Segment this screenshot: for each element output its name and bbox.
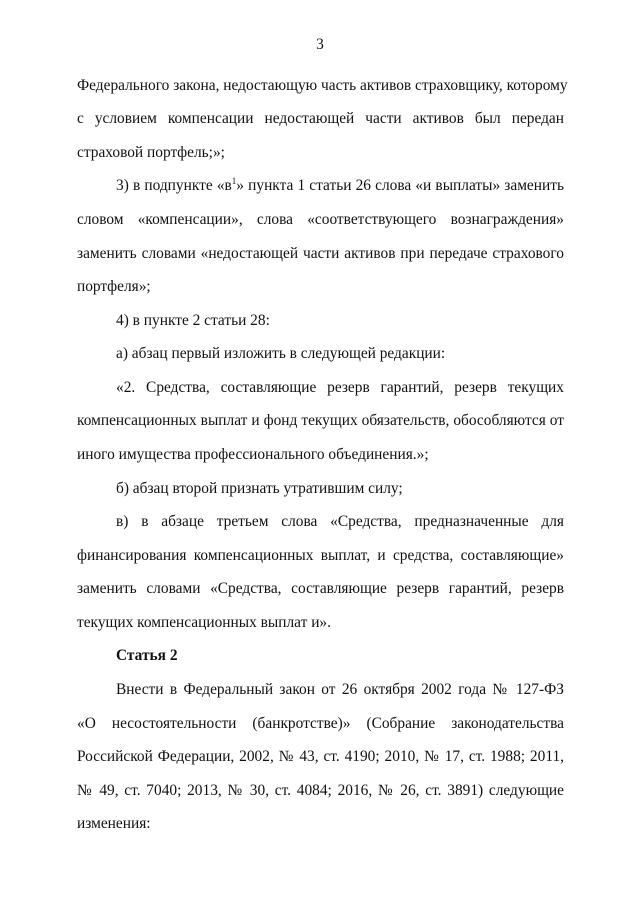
paragraph-line: № 49, ст. 7040; 2013, № 30, ст. 4084; 2016, № 26, ст. 3891) следующие — [77, 782, 564, 799]
paragraph-line: компенсационных выплат и фонд текущих обязательств, обособляются от — [77, 412, 564, 429]
paragraph-line-amendment-3 — [116, 176, 564, 196]
paragraph-line: Внести в Федеральный закон от 26 октября 2002 года № 127-ФЗ — [116, 681, 564, 698]
paragraph-line: финансирования компенсационных выплат, и средства, составляющие» — [77, 547, 564, 564]
paragraph-line: заменить словами «недостающей части активов при передаче страхового — [77, 245, 564, 262]
paragraph-line: Федерального закона, недостающую часть активов страховщику, которому — [77, 77, 568, 94]
paragraph-line: «2. Средства, составляющие резерв гарантий, резерв текущих — [116, 379, 564, 396]
superscript-marker: 1 — [231, 176, 237, 186]
page-number: 3 — [316, 36, 324, 53]
article-heading: Статья 2 — [116, 647, 178, 664]
paragraph-line: 4) в пункте 2 статьи 28: — [116, 312, 270, 329]
paragraph-line: «О несостоятельности (банкротстве)» (Собрание законодательства — [77, 715, 564, 732]
paragraph-line: заменить словами «Средства, составляющие резерв гарантий, резерв — [77, 580, 564, 597]
paragraph-line: страховой портфель;»; — [77, 144, 225, 161]
paragraph-line: б) абзац второй признать утратившим силу; — [116, 480, 403, 497]
paragraph-line: изменения: — [77, 815, 151, 832]
paragraph-line: словом «компенсации», слова «соответствующего вознаграждения» — [77, 211, 564, 228]
line-text: 3) в подпункте «в — [116, 177, 232, 194]
paragraph-line: портфеля»; — [77, 278, 151, 295]
line-text: » пункта 1 статьи 26 слова «и выплаты» заменить — [236, 177, 564, 194]
paragraph-line: с условием компенсации недостающей части активов был передан — [77, 110, 564, 127]
paragraph-line: иного имущества профессионального объединения.»; — [77, 446, 429, 463]
paragraph-line: в) в абзаце третьем слова «Средства, предназначенные для — [116, 513, 564, 530]
paragraph-line: а) абзац первый изложить в следующей редакции: — [116, 345, 446, 362]
paragraph-line: текущих компенсационных выплат и». — [77, 614, 331, 631]
paragraph-line: Российской Федерации, 2002, № 43, ст. 4190; 2010, № 17, ст. 1988; 2011, — [77, 748, 564, 765]
